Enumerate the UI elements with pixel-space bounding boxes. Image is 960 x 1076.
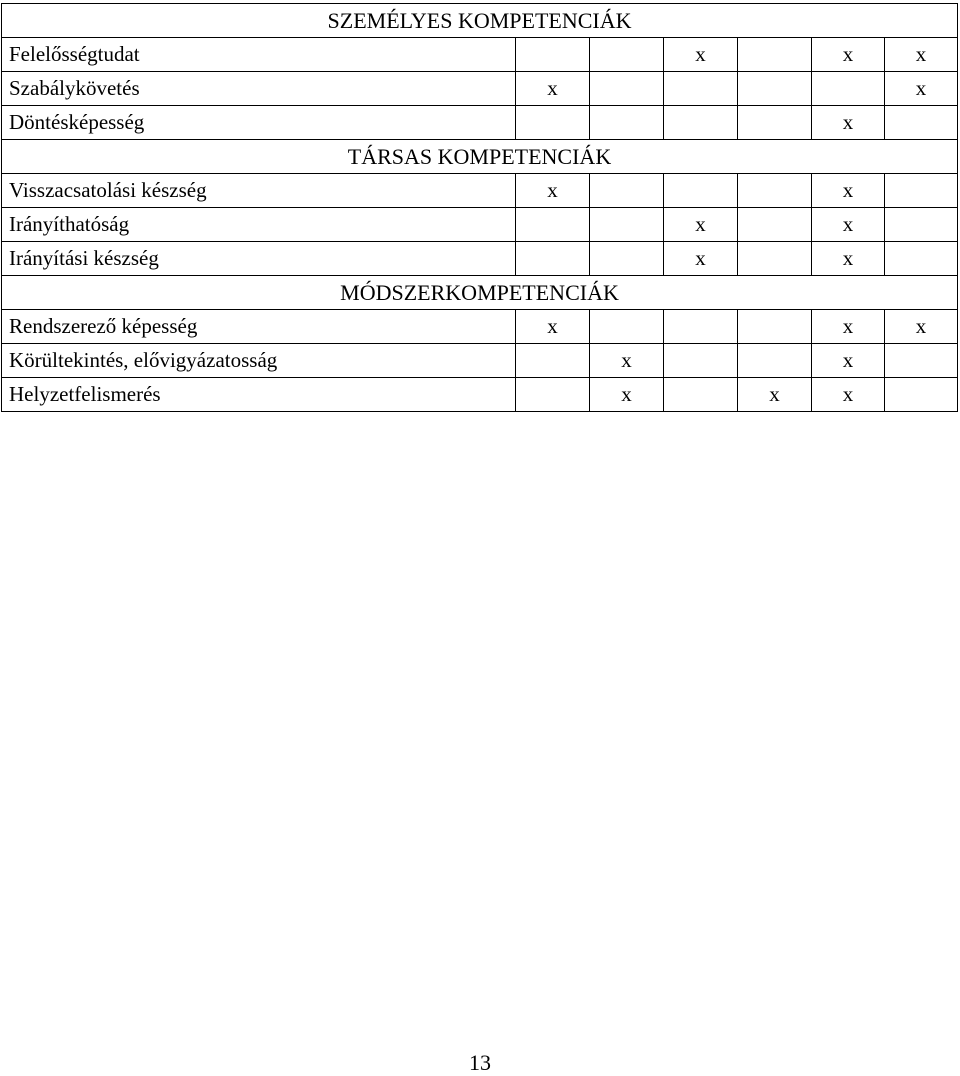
mark-cell bbox=[812, 72, 885, 106]
mark-cell bbox=[590, 106, 664, 140]
mark-cell: x bbox=[812, 242, 885, 276]
competency-row bbox=[2, 344, 958, 378]
mark-cell bbox=[738, 106, 812, 140]
mark-cell bbox=[664, 344, 738, 378]
section-header-row bbox=[2, 276, 958, 310]
mark-cell bbox=[885, 242, 958, 276]
mark-cell: x bbox=[738, 378, 812, 412]
mark-cell: x bbox=[812, 310, 885, 344]
mark-cell bbox=[516, 208, 590, 242]
mark-cell: x bbox=[812, 38, 885, 72]
mark-cell bbox=[738, 72, 812, 106]
mark-cell bbox=[885, 208, 958, 242]
competency-label: Szabálykövetés bbox=[2, 72, 516, 106]
competency-label: Irányítási készség bbox=[2, 242, 516, 276]
competency-row bbox=[2, 378, 958, 412]
competency-row bbox=[2, 242, 958, 276]
competency-label: Irányíthatóság bbox=[2, 208, 516, 242]
mark-cell: x bbox=[516, 72, 590, 106]
mark-cell bbox=[590, 310, 664, 344]
competency-label: Körültekintés, elővigyázatosság bbox=[2, 344, 516, 378]
competency-label: Helyzetfelismerés bbox=[2, 378, 516, 412]
mark-cell bbox=[738, 242, 812, 276]
mark-cell: x bbox=[664, 208, 738, 242]
section-header-row bbox=[2, 140, 958, 174]
mark-cell bbox=[664, 378, 738, 412]
mark-cell bbox=[885, 106, 958, 140]
competency-row bbox=[2, 106, 958, 140]
competency-label: Rendszerező képesség bbox=[2, 310, 516, 344]
competency-label: Döntésképesség bbox=[2, 106, 516, 140]
mark-cell bbox=[590, 242, 664, 276]
section-title: MÓDSZERKOMPETENCIÁK bbox=[2, 276, 958, 310]
mark-cell bbox=[516, 38, 590, 72]
mark-cell: x bbox=[812, 174, 885, 208]
competency-label: Felelősségtudat bbox=[2, 38, 516, 72]
mark-cell bbox=[738, 174, 812, 208]
competency-row bbox=[2, 310, 958, 344]
mark-cell bbox=[516, 344, 590, 378]
mark-cell: x bbox=[812, 344, 885, 378]
mark-cell: x bbox=[812, 208, 885, 242]
mark-cell bbox=[590, 174, 664, 208]
mark-cell: x bbox=[516, 174, 590, 208]
mark-cell: x bbox=[812, 106, 885, 140]
competency-table bbox=[1, 3, 958, 412]
mark-cell: x bbox=[885, 72, 958, 106]
mark-cell bbox=[516, 378, 590, 412]
mark-cell: x bbox=[885, 310, 958, 344]
mark-cell: x bbox=[590, 344, 664, 378]
section-title: SZEMÉLYES KOMPETENCIÁK bbox=[2, 4, 958, 38]
mark-cell: x bbox=[812, 378, 885, 412]
mark-cell bbox=[516, 106, 590, 140]
section-title: TÁRSAS KOMPETENCIÁK bbox=[2, 140, 958, 174]
mark-cell bbox=[590, 38, 664, 72]
mark-cell bbox=[885, 344, 958, 378]
competency-row bbox=[2, 72, 958, 106]
mark-cell bbox=[738, 344, 812, 378]
mark-cell bbox=[885, 174, 958, 208]
mark-cell bbox=[738, 208, 812, 242]
competency-label: Visszacsatolási készség bbox=[2, 174, 516, 208]
mark-cell bbox=[664, 310, 738, 344]
section-header-row bbox=[2, 4, 958, 38]
mark-cell: x bbox=[664, 242, 738, 276]
mark-cell bbox=[738, 310, 812, 344]
competency-row bbox=[2, 174, 958, 208]
page-number: 13 bbox=[469, 1050, 491, 1075]
mark-cell bbox=[590, 208, 664, 242]
mark-cell: x bbox=[516, 310, 590, 344]
mark-cell bbox=[590, 72, 664, 106]
mark-cell bbox=[516, 242, 590, 276]
mark-cell bbox=[664, 106, 738, 140]
mark-cell: x bbox=[885, 38, 958, 72]
competency-row bbox=[2, 208, 958, 242]
competency-row bbox=[2, 38, 958, 72]
mark-cell bbox=[738, 38, 812, 72]
mark-cell bbox=[664, 174, 738, 208]
mark-cell bbox=[885, 378, 958, 412]
mark-cell: x bbox=[664, 38, 738, 72]
mark-cell bbox=[664, 72, 738, 106]
mark-cell: x bbox=[590, 378, 664, 412]
